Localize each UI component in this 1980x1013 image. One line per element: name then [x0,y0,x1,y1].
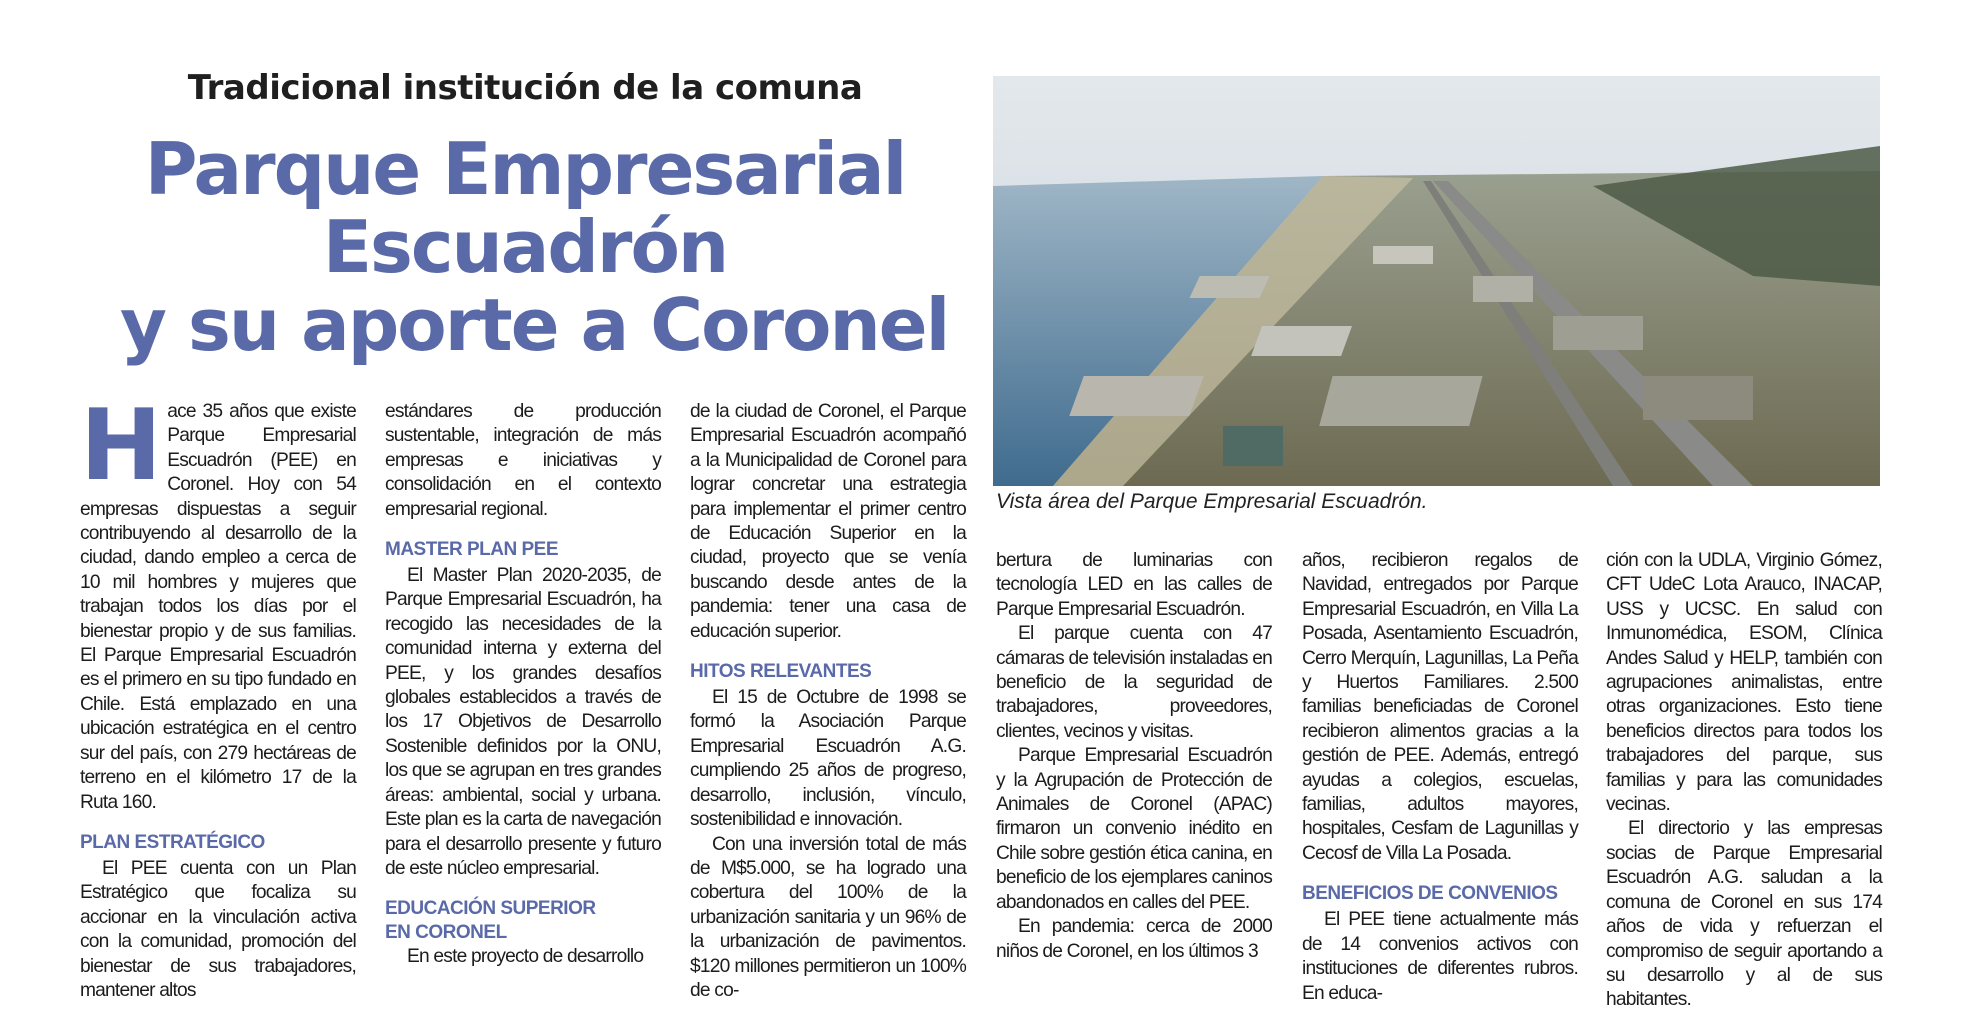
paragraph: El parque cuenta con 47 cámaras de televisión instaladas en beneficio de la seguridad de trabajadores, proveedores, clientes, vecinos y visitas. [996,623,1272,742]
paragraph: estándares de producción sustentable, integración de más empresas e iniciativas y consolidación en el contexto empresarial regional. [385,401,661,520]
photo-caption: Vista área del Parque Empresarial Escuadrón. [996,490,1428,513]
article-column-3 [690,400,966,1003]
article-column-2 [385,400,661,970]
paragraph: de la ciudad de Coronel, el Parque Empresarial Escuadrón acompañó a la Municipalidad de Coronel para lograr concretar una estrategia para implementar el primer centro de Educación Superior en la ciudad, proyecto que se venía buscando desde antes de la pandemia: tener una casa de educación superior. [690,401,966,642]
headline-line-2: Escuadrón [322,205,728,289]
paragraph: Parque Empresarial Escuadrón y la Agrupación de Protección de Animales de Coronel (APAC) firmaron un convenio inédito en Chile sobre gestión ética canina, en beneficio de los ejemplares caninos abandonados en calles del PEE. [996,745,1272,913]
subheading-line: EDUCACIÓN SUPERIOR [385,898,596,920]
article-column-4 [996,549,1272,964]
paragraph: El PEE cuenta con un Plan Estratégico que focaliza su accionar en la vinculación activa con la comunidad, promoción del bienestar de sus trabajadores, mantener altos [80,857,356,1001]
aerial-photo-drawing [993,76,1880,486]
subheading-master-plan: MASTER PLAN PEE [385,539,559,561]
aerial-photo [993,76,1880,486]
paragraph [80,389,356,815]
paragraph: bertura de luminarias con tecnología LED en las calles de Parque Empresarial Escuadrón. [996,550,1272,620]
subheading-line: EN CORONEL [385,922,507,944]
paragraph: ción con la UDLA, Virginio Gómez, CFT UdeC Lota Arauco, INACAP, USS y UCSC. En salud con Inmunomédica, ESOM, Clínica Andes Salud y HELP, también con agrupaciones animalistas, entre otras organizaciones. Esto tiene beneficios directos para todos los trabajadores del parque, sus familias y para las comunidades vecinas. [1606,550,1882,816]
article-column-5 [1302,549,1578,1006]
subheading-hitos-relevantes: HITOS RELEVANTES [690,661,872,683]
headline-line-3: y su aporte a Coronel [120,283,949,367]
subheading-beneficios-convenios: BENEFICIOS DE CONVENIOS [1302,883,1558,905]
paragraph-text: ace 35 años que existe Parque Empresarial Escuadrón (PEE) en Coronel. Hoy con 54 empresas dispuestas a seguir contribuyendo al desarrollo de la ciudad, dando empleo a cerca de 10 mil hombres y mujeres que trabajan todos los días por el bienestar propio y de sus familias. El Parque Empresarial Escuadrón es el primero en su tipo fundado en Chile. Está emplazado en una ubicación estratégica en el centro sur del país, con 279 hectáreas de terreno en el kilómetro 17 de la Ruta 160. [80,401,356,813]
paragraph: El PEE tiene actualmente más de 14 convenios activos con instituciones de diferentes rubros. En educa- [1302,909,1578,1004]
drop-cap: H [80,389,162,503]
paragraph: años, recibieron regalos de Navidad, entregados por Parque Empresarial Escuadrón, en Villa La Posada, Asentamiento Escuadrón, Cerro Merquín, Lagunillas, La Peña y Huertos Familiares. 2.500 familias beneficiadas de Coronel recibieron alimentos gracias a la gestión de PEE. Además, entregó ayudas a colegios, escuelas, familias, adultos mayores, hospitales, Cesfam de Lagunillas y Cecosf de Villa La Posada. [1302,550,1578,864]
article-column-1 [80,389,356,1003]
paragraph: El directorio y las empresas socias de Parque Empresarial Escuadrón A.G. saludan a la comuna de Coronel en sus 174 años de vida y refuerzan el compromiso de seguir aportando a su desarrollo y al de sus habitantes. [1606,818,1882,1011]
headline [120,127,949,367]
paragraph: En pandemia: cerca de 2000 niños de Coronel, en los últimos 3 [996,916,1272,962]
article-column-6 [1606,549,1882,1013]
headline-line-1: Parque Empresarial [144,127,906,211]
paragraph: Con una inversión total de más de M$5.000, se ha logrado una cobertura del 100% de la urbanización sanitaria y un 96% de la urbanización de pavimentos. $120 millones permitieron un 100% de co- [690,833,966,1001]
paragraph: El Master Plan 2020-2035, de Parque Empresarial Escuadrón, ha recogido las necesidades de la comunidad interna y externa del PEE, y los grandes desafíos globales establecidos a través de los 17 Objetivos de Desarrollo Sostenible definidos por la ONU, los que se agrupan en tres grandes áreas: ambiental, social y urbana. Este plan es la carta de navegación para el desarrollo presente y futuro de este núcleo empresarial. [385,565,662,879]
paragraph: En este proyecto de desarrollo [407,946,644,968]
paragraph: El 15 de Octubre de 1998 se formó la Asociación Parque Empresarial Escuadrón A.G. cumpliendo 25 años de progreso, desarrollo, inclusión, vínculo, sostenibilidad e innovación. [690,687,966,831]
subheading-educacion-superior [385,897,661,945]
kicker: Tradicional institución de la comuna [187,68,863,108]
subheading-plan-estrategico: PLAN ESTRATÉGICO [80,831,265,853]
